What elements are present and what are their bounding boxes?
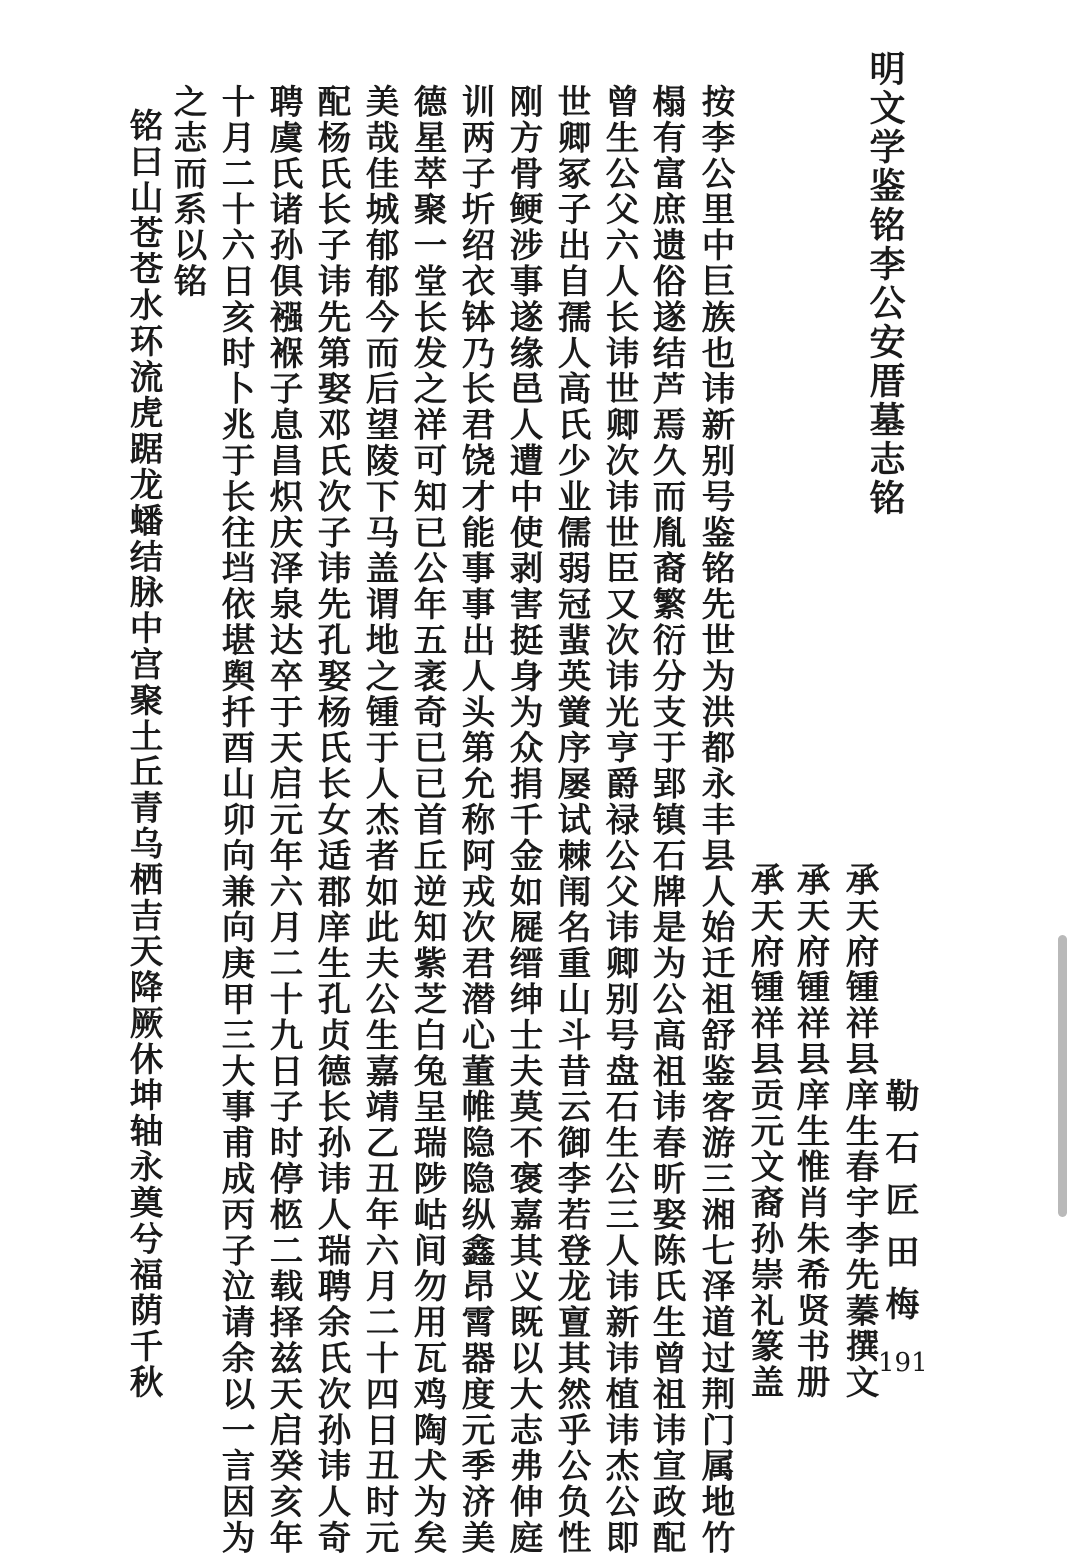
body-column-8: 美哉佳城郁郁今而后望陵下马盖谓地之锺于人杰者如此夫公生嘉靖乙丑年六月二十四日丑时元 (360, 84, 399, 1556)
body-column-12: 之志而系以铭 (168, 84, 207, 300)
epitaph-title: 明文学鉴铭李公安厝墓志铭 (864, 50, 906, 518)
body-column-4: 世卿冢子出自孺人高氏少业儒弱冠蜚英黉序屡试棘闱名重山斗昔云御李若登龙亶其然乎公负性 (552, 84, 591, 1556)
credit-calligrapher-line: 承天府锺祥县庠生惟肖朱希贤书册 (791, 862, 830, 1401)
body-column-9: 配杨氏长子讳先第娶邓氏次子讳先孔娶杨氏长女适郡庠生孔贞德长孙讳人瑞聘余氏次孙讳人奇 (312, 84, 351, 1556)
body-column-10: 聘虞氏诸孙俱襁褓子息昌炽庆泽泉达卒于天启元年六月二十九日子时停柩二载择兹天启癸亥年 (264, 84, 303, 1556)
page-number: 191 (878, 1348, 928, 1378)
body-column-3: 曾生公父六人长讳世卿次讳世臣又次讳光亨爵禄公父讳卿别号盘石生公三人讳新讳植讳杰公即 (600, 84, 639, 1556)
vertical-scrollbar[interactable] (1058, 935, 1067, 1217)
body-column-11: 十月二十六日亥时卜兆于长往垱依堪舆扦酉山卯向兼向庚甲三大事甫成丙子泣请余以一言因为 (216, 84, 255, 1556)
stone-carver-credit: 勒石匠田梅 (879, 1078, 919, 1338)
body-column-2: 榻有富庶遗俗遂结芦焉久而胤裔繁衍分支于郢镇石牌是为公高祖讳春昕娶陈氏生曾祖讳宣政配 (647, 84, 686, 1556)
body-column-7: 德星萃聚一堂长发之祥可知已公年五袤奇已已首丘逆知紫芝白兔呈瑞陟岵间勿用瓦鸡陶犬为矣 (408, 84, 447, 1556)
body-column-6: 训两子圻绍衣钵乃长君饶才能事事出人头第允称阿戎次君潜心董帷隐隐纵鑫昂霄器度元季济美 (456, 84, 495, 1556)
credit-seal-script-line: 承天府锺祥县贡元文裔孙崇礼篆盖 (745, 862, 784, 1401)
body-column-5: 刚方骨鲠涉事遂缘邑人遭中使剥害挺身为众捐千金如屣缙绅士夫莫不褒嘉其义既以大志弗伸庭 (504, 84, 543, 1556)
body-column-1: 按李公里中巨族也讳新别号鉴铭先世为洪都永丰县人始迁祖舒鉴客游三湘七泽道过荆门属地竹 (696, 84, 735, 1556)
inscription-column: 铭曰山苍苍水环流虎踞龙蟠结脉中宫聚土丘青乌栖吉天降厥休坤轴永奠兮福荫千秋 (124, 108, 163, 1401)
credit-author-line: 承天府锺祥县庠生春宇李先蓁撰文 (840, 862, 879, 1401)
